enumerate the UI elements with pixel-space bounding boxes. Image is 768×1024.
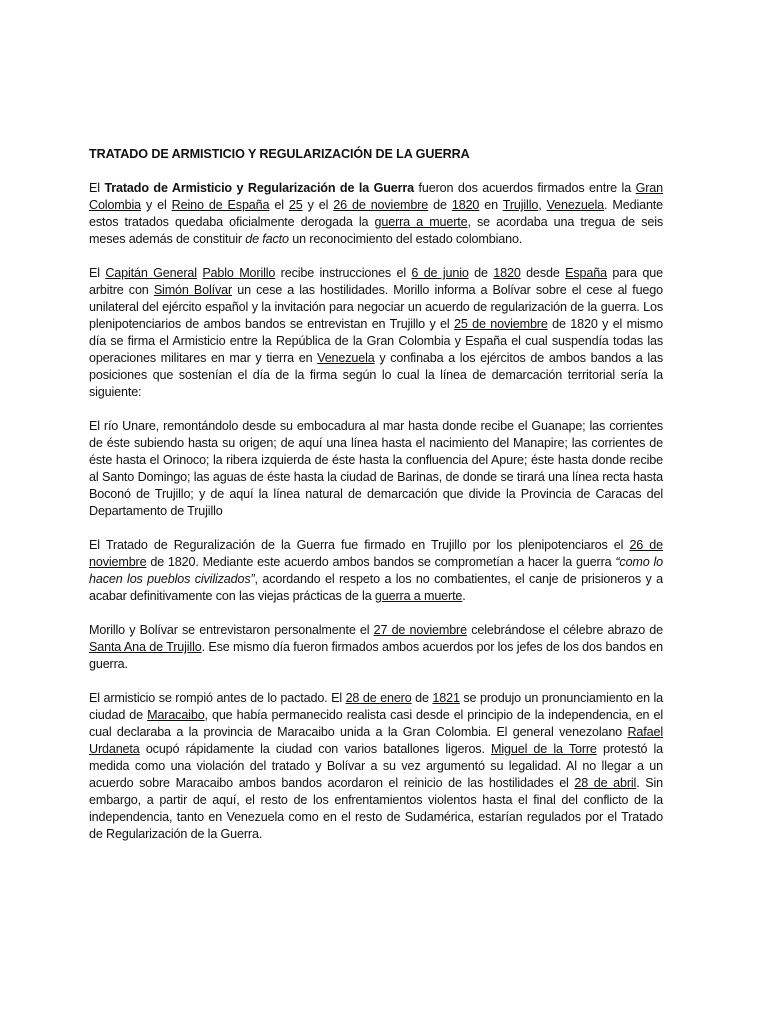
text-segment: de 1820 y el mismo día se firma el Armisticio entre la República de la Gran Colombia y España el cual suspendía todas las operaciones militares en mar y tierra en bbox=[89, 317, 663, 365]
paragraph-5 bbox=[89, 622, 663, 673]
paragraph-3 bbox=[89, 418, 663, 520]
link-text[interactable]: 28 de abril bbox=[574, 776, 637, 790]
text-segment: fueron dos acuerdos firmados entre la bbox=[414, 181, 636, 195]
link-text[interactable]: 26 de noviembre bbox=[89, 538, 664, 569]
paragraph-2 bbox=[89, 265, 663, 401]
link-text[interactable]: 25 bbox=[288, 198, 303, 212]
text-segment: El armisticio se rompió antes de lo pactado. El bbox=[89, 691, 346, 705]
text-segment: se produjo un pronunciamiento en la ciudad de bbox=[89, 691, 663, 722]
text-segment: en bbox=[479, 198, 503, 212]
text-segment: . Mediante estos tratados quedaba oficialmente derogada la bbox=[89, 198, 664, 229]
link-text[interactable]: Miguel de la Torre bbox=[491, 742, 597, 756]
text-segment: . Sin embargo, a partir de aquí, el resto de los enfrentamientos violentos hasta el final del conflicto de la independencia, tanto en Venezuela como en el resto de Sudamérica, estarían regulados por el Tratado de Regularización de la Guerra. bbox=[89, 776, 663, 841]
link-text[interactable]: Reino de España bbox=[171, 198, 270, 212]
link-text[interactable]: Maracaibo bbox=[147, 708, 205, 722]
link-text[interactable]: 6 de junio bbox=[411, 266, 469, 280]
link-text[interactable]: 1821 bbox=[432, 691, 460, 705]
link-text[interactable]: 1820 bbox=[493, 266, 521, 280]
link-text[interactable]: guerra a muerte bbox=[374, 589, 463, 603]
link-text[interactable]: Gran Colombia bbox=[89, 181, 663, 212]
text-segment: ocupó rápidamente la ciudad con varios batallones ligeros. bbox=[139, 742, 492, 756]
text-segment: para que arbitre con bbox=[89, 266, 663, 297]
text-segment: El río Unare, remontándolo desde su embocadura al mar hasta donde recibe el Guanape; las corrientes de éste subiendo hasta su origen; de aquí una línea hasta el nacimiento del Manapire; las corrientes de éste hasta el Orinoco; la ribera izquierda de éste hasta la confluencia del Apure; éste hasta donde recibe al Santo Domingo; las aguas de éste hasta la ciudad de Barinas, de donde se tirará una línea recta hasta Boconó de Trujillo; y de aquí la línea natural de demarcación que divide la Provincia de Caracas del Departamento de Trujillo bbox=[89, 419, 663, 518]
text-segment: El bbox=[89, 266, 106, 280]
text-segment: El bbox=[89, 181, 105, 195]
document-title: TRATADO DE ARMISTICIO Y REGULARIZACIÓN DE LA GUERRA bbox=[89, 147, 470, 161]
text-segment: y el bbox=[141, 198, 172, 212]
link-text[interactable]: 25 de noviembre bbox=[453, 317, 548, 331]
text-segment: . bbox=[462, 589, 466, 603]
text-segment: recibe instrucciones el bbox=[275, 266, 412, 280]
link-text[interactable]: España bbox=[565, 266, 607, 280]
text-segment: celebrándose el célebre abrazo de bbox=[466, 623, 663, 637]
text-segment: protestó la medida como una violación del tratado y Bolívar a su vez argumentó su legalidad. Al no llegar a un acuerdo sobre Maracaibo ambos bandos acordaron el reinicio de las hostilidades el bbox=[89, 742, 664, 790]
text-segment: de 1820. Mediante este acuerdo ambos bandos se comprometían a hacer la guerra bbox=[146, 555, 616, 569]
text-segment: un reconocimiento del estado colombiano. bbox=[288, 232, 523, 246]
document-page bbox=[89, 146, 663, 860]
text-segment: desde bbox=[520, 266, 566, 280]
link-text[interactable]: Rafael Urdaneta bbox=[89, 725, 663, 756]
link-text[interactable]: Venezuela bbox=[546, 198, 605, 212]
text-segment: , que había permanecido realista casi desde el principio de la independencia, en el cual declaraba a la provincia de Maracaibo unida a la Gran Colombia. El general venezolano bbox=[89, 708, 663, 739]
text-segment: y confinaba a los ejércitos de ambos bandos a las posiciones que sostenían el día de la firma según lo cual la línea de demarcación territorial sería la siguiente: bbox=[89, 351, 663, 399]
link-text[interactable]: Venezuela bbox=[317, 351, 375, 365]
text-segment: . Ese mismo día fueron firmados ambos acuerdos por los jefes de los dos bandos en guerra. bbox=[89, 640, 664, 671]
link-text[interactable]: Trujillo bbox=[502, 198, 539, 212]
link-text[interactable]: 1820 bbox=[451, 198, 480, 212]
link-text[interactable]: 27 de noviembre bbox=[373, 623, 467, 637]
link-text[interactable]: Simón Bolívar bbox=[153, 283, 233, 297]
link-text[interactable]: Capitán General bbox=[105, 266, 197, 280]
link-text[interactable]: Pablo Morillo bbox=[202, 266, 276, 280]
text-segment: el bbox=[269, 198, 289, 212]
paragraph-4 bbox=[89, 537, 663, 605]
text-segment: El Tratado de Reguralización de la Guerra fue firmado en Trujillo por los plenipotenciaros el bbox=[89, 538, 630, 552]
link-text[interactable]: 26 de noviembre bbox=[333, 198, 429, 212]
text-segment: un cese a las hostilidades. Morillo informa a Bolívar sobre el cese al fuego unilateral del ejército español y la invitación para negociar un acuerdo de regularización de la guerra. Los plenipotenciarios de ambos bandos se entrevistan en Trujillo y el bbox=[89, 283, 663, 331]
paragraph-1 bbox=[89, 180, 663, 248]
link-text[interactable]: Santa Ana de Trujillo bbox=[89, 640, 202, 654]
link-text[interactable]: guerra a muerte bbox=[374, 215, 468, 229]
text-segment: , acordando el respeto a los no combatientes, el canje de prisioneros y a acabar definitivamente con las viejas prácticas de la bbox=[89, 572, 664, 603]
paragraph-6 bbox=[89, 690, 663, 843]
text-segment: de bbox=[428, 198, 452, 212]
text-segment: y el bbox=[302, 198, 334, 212]
text-segment: Morillo y Bolívar se entrevistaron personalmente el bbox=[89, 623, 374, 637]
link-text[interactable]: 28 de enero bbox=[345, 691, 412, 705]
italic-text: de facto bbox=[245, 232, 289, 246]
text-segment: , bbox=[538, 198, 547, 212]
italic-text: “como lo hacen los pueblos civilizados” bbox=[89, 555, 664, 586]
text-segment: de bbox=[468, 266, 494, 280]
bold-text: Tratado de Armisticio y Regularización de la Guerra bbox=[104, 181, 414, 195]
text-segment: , se acordaba una tregua de seis meses además de constituir bbox=[89, 215, 663, 246]
text-segment: de bbox=[411, 691, 433, 705]
